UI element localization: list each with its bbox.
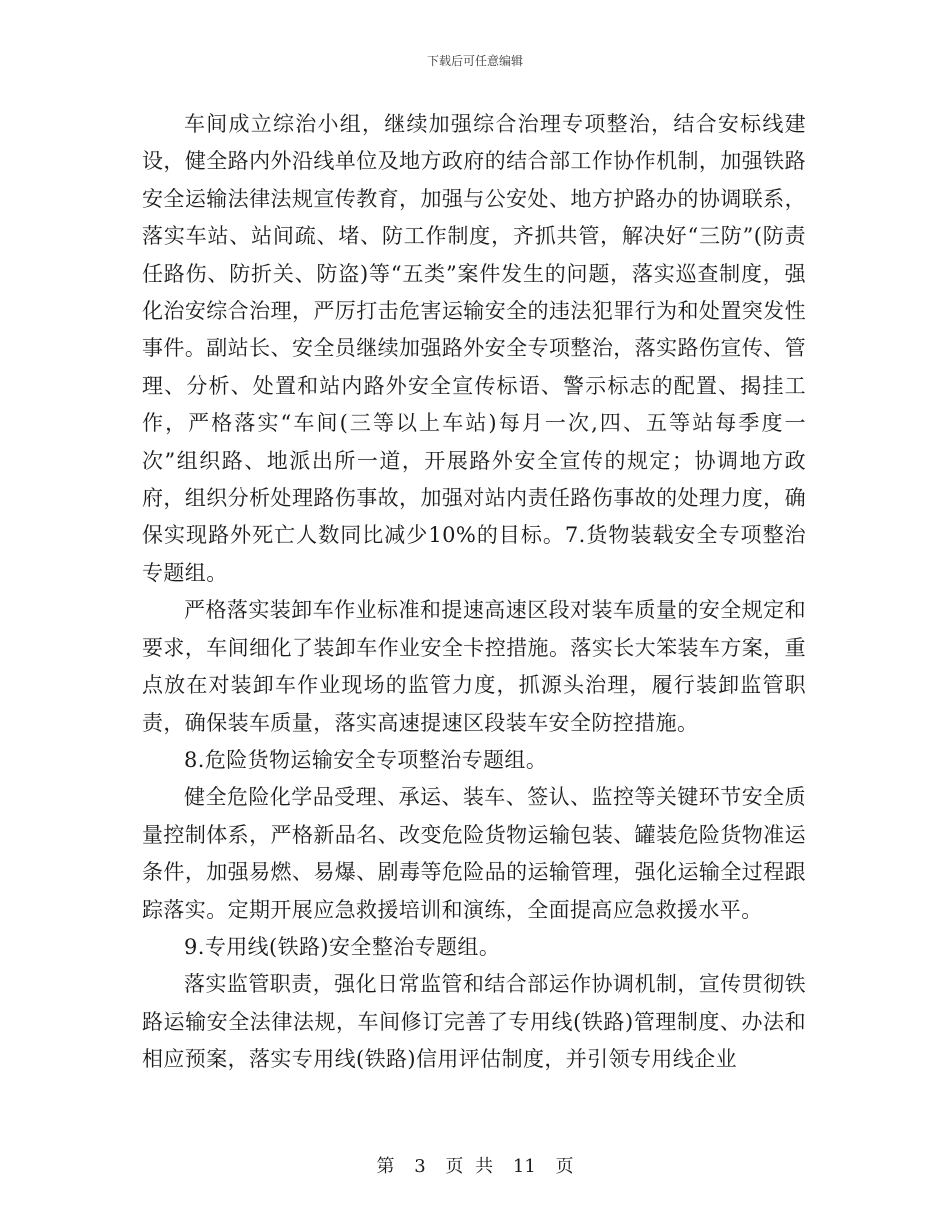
footer-middle: 页 共: [445, 1156, 494, 1177]
page-footer: [0, 1152, 950, 1178]
total-page-count: 11: [512, 1156, 536, 1177]
current-page-number: 3: [414, 1156, 426, 1177]
paragraph-4: 落实监管职责，强化日常监管和结合部运作协调机制，宣传贯彻铁路运输安全法律法规，车间修订完善了专用线(铁路)管理制度、办法和相应预案，落实专用线(铁路)信用评估制度，并引领专用线企业: [142, 972, 806, 1072]
footer-suffix: 页: [555, 1156, 574, 1177]
paragraph-2: 严格落实装卸车作业标准和提速高速区段对装车质量的安全规定和要求，车间细化了装卸车作业安全卡控措施。落实长大笨装车方案，重点放在对装卸车作业现场的监管力度，抓源头治理，履行装卸监管职责，确保装车质量，落实高速提速区段装车安全防控措施。: [142, 598, 806, 735]
section-heading-8: 8.危险货物运输安全专项整治专题组。: [184, 747, 548, 772]
section-heading-9: 9.专用线(铁路)安全整治专题组。: [184, 934, 501, 959]
paragraph-3: 健全危险化学品受理、承运、装车、签认、监控等关键环节安全质量控制体系，严格新品名、改变危险货物运输包装、罐装危险货物准运条件，加强易燃、易爆、剧毒等危险品的运输管理，强化运输全过程跟踪落实。定期开展应急救援培训和演练，全面提高应急救援水平。: [142, 785, 806, 922]
document-body: [142, 106, 806, 1079]
footer-prefix: 第: [376, 1156, 395, 1177]
paragraph-1: 车间成立综治小组，继续加强综合治理专项整治，结合安标线建设，健全路内外沿线单位及地方政府的结合部工作协作机制，加强铁路安全运输法律法规宣传教育，加强与公安处、地方护路办的协调联系，落实车站、站间疏、堵、防工作制度，齐抓共管，解决好“三防”(防责任路伤、防折关、防盗)等“五类”案件发生的问题，落实巡查制度，强化治安综合治理，严厉打击危害运输安全的违法犯罪行为和处置突发性事件。副站长、安全员继续加强路外安全专项整治，落实路伤宣传、管理、分析、处置和站内路外安全宣传标语、警示标志的配置、揭挂工作，严格落实“车间(三等以上车站)每月一次,四、五等站每季度一次”组织路、地派出所一道，开展路外安全宣传的规定；协调地方政府，组织分析处理路伤事故，加强对站内责任路伤事故的处理力度，确保实现路外死亡人数同比减少10%的目标。7.货物装载安全专项整治专题组。: [142, 112, 806, 585]
page-header: 下载后可任意编辑: [426, 54, 523, 68]
